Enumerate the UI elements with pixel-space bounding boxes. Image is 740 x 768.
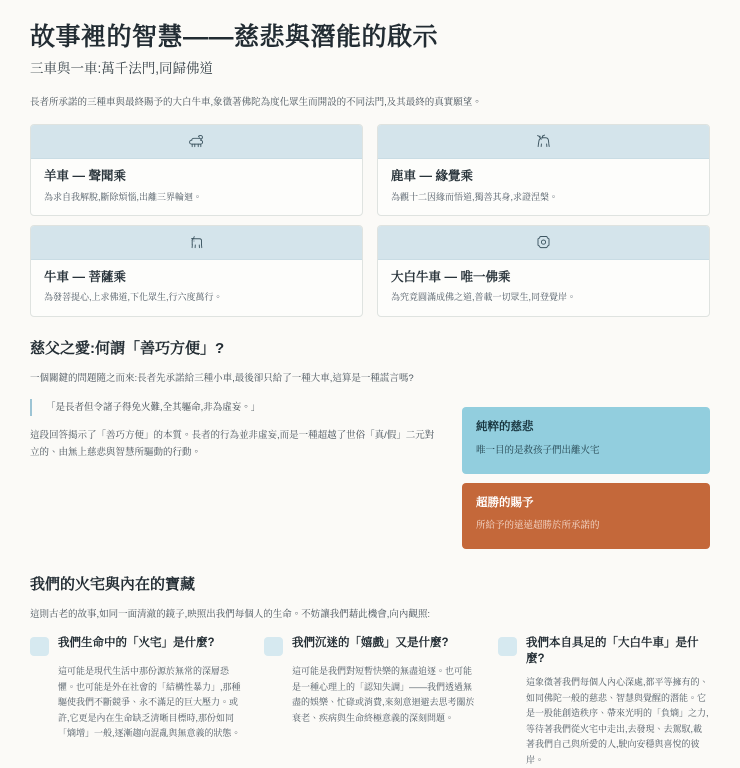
- callout-title: 純粹的慈悲: [476, 421, 534, 434]
- section-heading-reflection: 我們的火宅與內在的寶藏: [30, 575, 196, 593]
- vehicle-card-title: 牛車 — 菩薩乘: [44, 270, 126, 285]
- square-swatch-icon: [264, 637, 283, 656]
- reflection-question-body: 這可能是現代生活中那份源於無常的深層恐懼。也可能是外在社會的「結構性暴力」,那種驅使我們不斷競爭、永不滿足的巨大壓力。或許,它更是內在生命缺乏清晰目標時,那份如同「熵增」一般,逐漸趨向混亂與無意義的狀態。: [58, 666, 241, 739]
- square-swatch-icon: [498, 637, 517, 656]
- intro-paragraph: 長者所承諾的三種車與最終賜予的大白牛車,象徵著佛陀為度化眾生而開設的不同法門,及其最終的真實願望。: [30, 97, 482, 109]
- vehicle-card-body: [378, 159, 709, 215]
- vehicle-card-description: 為究竟圓滿成佛之道,普載一切眾生,同登覺岸。: [391, 292, 577, 303]
- vehicle-card-great-white-ox: [377, 225, 710, 317]
- reflection-question-title: 我們本自具足的「大白牛車」是什麼?: [526, 637, 699, 665]
- vehicle-card-description: 為發菩提心,上求佛道,下化眾生,行六度萬行。: [44, 292, 223, 303]
- vehicle-card-body: [31, 159, 362, 215]
- sheep-icon: [186, 132, 207, 151]
- reflection-question-burning-house: [30, 636, 242, 768]
- page-subtitle: 三車與一車:萬千法門,同歸佛道: [30, 61, 214, 77]
- section-heading-upaya: 慈父之愛:何謂「善巧方便」?: [30, 339, 225, 357]
- upaya-columns: [30, 371, 710, 548]
- reflection-question-title: 我們沉迷的「嬉戲」又是什麼?: [292, 637, 449, 650]
- vehicle-card-title: 大白牛車 — 唯一佛乘: [391, 270, 511, 285]
- vehicle-card-description: 為觀十二因緣而悟道,獨善其身,求證涅槃。: [391, 191, 559, 202]
- reflection-question-body: 這象徵著我們每個人內心深處,都平等擁有的、如同佛陀一般的慈悲、智慧與覺醒的潛能。它是一股能創造秩序、帶來光明的「負熵」之力,等待著我們從火宅中走出,去發現、去駕馭,載著我們自己與所愛的人,駛向安穩與喜悅的彼岸。: [526, 677, 709, 765]
- scripture-quote-text: 「是長者但令諸子得免火難,全其軀命,非為虛妄。」: [46, 401, 261, 413]
- upaya-paragraph-question: 一個關鍵的問題隨之而來:長者先承諾給三種小車,最後卻只給了一種大車,這算是一種謊言嗎?: [30, 373, 414, 385]
- callout-superior-gift: [462, 483, 710, 549]
- page-title: 故事裡的智慧——慈悲與潛能的啟示: [30, 23, 439, 51]
- callout-title: 超勝的賜予: [476, 496, 534, 509]
- reflection-question-play: [264, 636, 476, 768]
- reflection-intro: 這則古老的故事,如同一面清澈的鏡子,映照出我們每個人的生命。不妨讓我們藉此機會,向內觀照:: [30, 609, 431, 621]
- vehicle-card-deer: [377, 124, 710, 216]
- reflection-question-header: [264, 636, 476, 656]
- vehicle-card-body: [31, 260, 362, 316]
- vehicle-card-header: [31, 226, 362, 260]
- vehicle-card-sheep: [30, 124, 363, 216]
- reflection-question-body: 這可能是我們對短暫快樂的無盡追逐。也可能是一種心理上的「認知失調」——我們透過無盡的娛樂、忙碌或消費,來刻意迴避去思考關於衰老、疾病與生命終極意義的深刻問題。: [292, 666, 475, 723]
- callout-pure-compassion: [462, 407, 710, 473]
- reflection-question-header: [30, 636, 242, 656]
- upaya-paragraph-answer: 這段回答揭示了「善巧方便」的本質。長者的行為並非虛妄,而是一種超越了世俗「真/假」二元對立的、由無上慈悲與智慧所驅動的行動。: [30, 430, 435, 458]
- reflection-question-great-white-ox: [498, 636, 710, 768]
- scripture-quote: [30, 399, 440, 416]
- vehicle-card-title: 鹿車 — 緣覺乘: [391, 169, 473, 184]
- reflection-question-grid: [30, 636, 710, 768]
- ox-icon: [186, 233, 207, 252]
- vehicle-card-title: 羊車 — 聲聞乘: [44, 169, 126, 184]
- vehicle-card-header: [378, 125, 709, 159]
- callout-text: 唯一目的是救孩子們出離火宅: [476, 445, 600, 457]
- square-swatch-icon: [30, 637, 49, 656]
- upaya-callout-column: [462, 371, 710, 548]
- deer-icon: [533, 132, 554, 151]
- upaya-text-column: [30, 371, 440, 472]
- callout-text: 所給予的遠遠超勝於所承諾的: [476, 520, 600, 532]
- vehicle-card-body: [378, 260, 709, 316]
- vehicle-card-header: [31, 125, 362, 159]
- vehicle-card-ox: [30, 225, 363, 317]
- lotus-flower-icon: [533, 233, 554, 253]
- reflection-question-title: 我們生命中的「火宅」是什麼?: [58, 637, 215, 650]
- vehicle-card-description: 為求自我解脫,斷除煩惱,出離三界輪迴。: [44, 191, 203, 202]
- vehicle-card-grid: [30, 124, 710, 317]
- reflection-question-header: [498, 636, 710, 667]
- vehicle-card-header: [378, 226, 709, 260]
